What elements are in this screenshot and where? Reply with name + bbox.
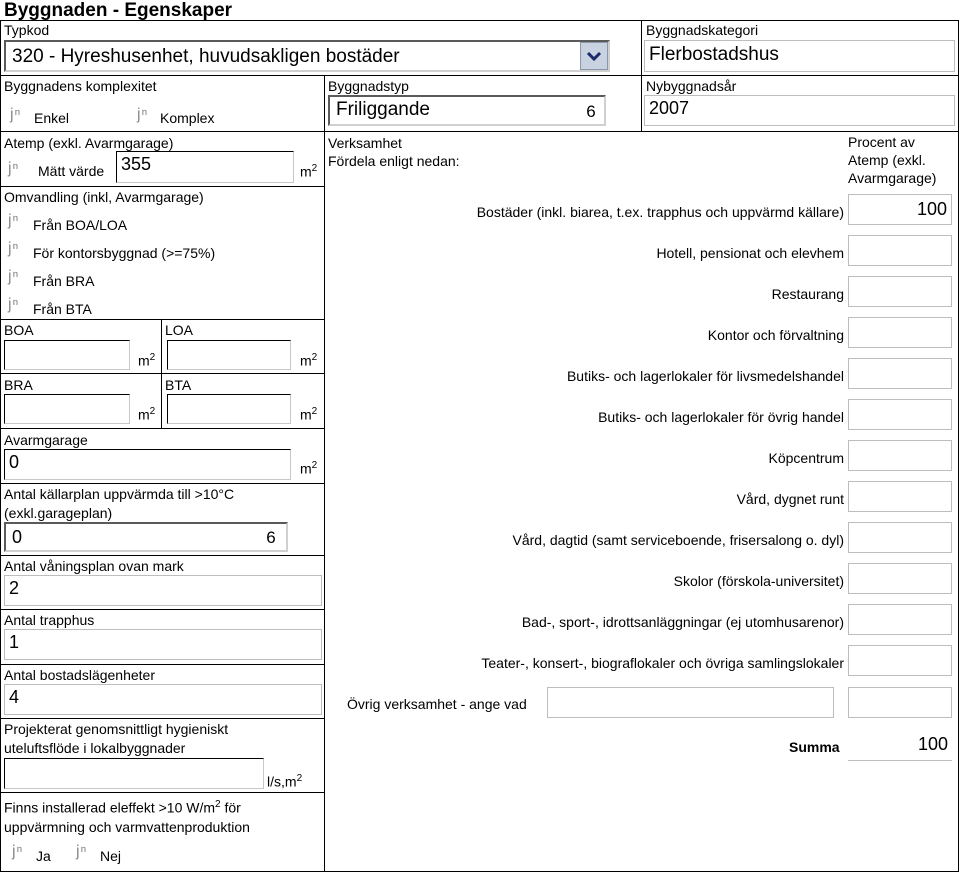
radio-icon: jⁿ — [137, 106, 149, 123]
radio-icon: jⁿ — [8, 240, 20, 257]
omvandling-option-1: Från BOA/LOA — [33, 217, 128, 233]
radio-icon: jⁿ — [12, 843, 24, 860]
komplexitet-label: Byggnadens komplexitet — [4, 78, 157, 94]
flode-unit: $l/s,m^2$ — [267, 773, 303, 790]
kategori-field: Flerbostadshus — [644, 40, 955, 72]
verksamhet-row-label: Butiks- och lagerlokaler för livsmedelshandel — [566, 368, 844, 384]
eleffekt-label: Finns installerad eleffekt >10 $W/m^2$ för uppvärmning och varmvattenproduktion — [4, 799, 250, 835]
percent-input[interactable] — [848, 317, 952, 348]
bta-unit: $m^2$ — [300, 406, 318, 423]
percent-input[interactable] — [848, 645, 952, 676]
radio-bta[interactable] — [8, 296, 19, 314]
verksamhet-row-label: Teater-, konsert-, biograflokaler och övriga samlingslokaler — [481, 655, 844, 671]
avarmgarage-unit: $m^2$ — [300, 460, 318, 477]
radio-icon: jⁿ — [8, 160, 20, 177]
typkod-label: Typkod — [4, 22, 50, 38]
summa-value: 100 — [848, 730, 952, 761]
avarmgarage-input[interactable]: 0 — [4, 449, 291, 480]
verksamhet-row-label: Restaurang — [771, 286, 844, 302]
radio-nej[interactable] — [76, 843, 87, 861]
atemp-input[interactable]: 355 — [116, 151, 294, 183]
omvandling-option-2: För kontorsbyggnad (>=75%) — [33, 245, 216, 261]
boa-input[interactable] — [4, 340, 130, 370]
radio-ja[interactable] — [12, 843, 23, 861]
loa-unit: $m^2$ — [300, 352, 318, 369]
radio-icon: jⁿ — [76, 843, 88, 860]
byggnadstyp-spin[interactable]: 6 — [586, 102, 596, 121]
ovrig-verksamhet-input[interactable] — [547, 687, 834, 718]
percent-input[interactable] — [848, 440, 952, 471]
page-title: Byggnaden - Egenskaper — [4, 0, 233, 21]
percent-input[interactable] — [848, 358, 952, 389]
radio-kontor[interactable] — [8, 240, 19, 258]
radio-matt-varde[interactable] — [8, 160, 19, 178]
kallarplan-select[interactable] — [4, 522, 288, 552]
byggnadstyp-select[interactable] — [328, 95, 606, 126]
bra-unit: $m^2$ — [138, 406, 156, 423]
radio-boa-loa[interactable] — [8, 212, 19, 230]
kallarplan-value: 0 — [12, 527, 23, 547]
vaningsplan-label: Antal våningsplan ovan mark — [4, 558, 184, 574]
verksamhet-row-label: Bad-, sport-, idrottsanläggningar (ej utomhusarenor) — [521, 614, 844, 630]
bta-label: BTA — [165, 377, 192, 393]
bra-input[interactable] — [4, 394, 130, 424]
radio-ja-label: Ja — [36, 848, 51, 864]
omvandling-label: Omvandling (inkl, Avarmgarage) — [4, 189, 204, 205]
bra-label: BRA — [4, 377, 33, 393]
vaningsplan-input[interactable]: 2 — [4, 575, 322, 606]
percent-input[interactable] — [848, 276, 952, 307]
omvandling-option-3: Från BRA — [33, 273, 95, 289]
radio-enkel[interactable] — [10, 106, 21, 124]
lagenheter-label: Antal bostadslägenheter — [4, 667, 155, 683]
atemp-label: Atemp (exkl. Avarmgarage) — [4, 135, 174, 151]
byggnadstyp-value: Friliggande — [336, 99, 430, 120]
typkod-value: 320 - Hyreshusenhet, huvudsakligen bostäder — [12, 46, 400, 67]
verksamhet-row-label: Butiks- och lagerlokaler för övrig handel — [598, 409, 844, 425]
flode-input[interactable] — [4, 758, 264, 789]
percent-input[interactable] — [848, 604, 952, 635]
radio-nej-label: Nej — [100, 848, 122, 864]
ovrig-percent-input[interactable] — [848, 687, 952, 718]
summa-label: Summa — [789, 739, 840, 755]
kallarplan-spin[interactable]: 6 — [266, 528, 276, 547]
verksamhet-row-label: Kontor och förvaltning — [707, 327, 844, 343]
lagenheter-input[interactable]: 4 — [4, 684, 322, 715]
percent-input[interactable] — [848, 399, 952, 430]
kategori-label: Byggnadskategori — [646, 22, 759, 38]
byggnadstyp-label: Byggnadstyp — [328, 78, 409, 94]
omvandling-option-4: Från BTA — [33, 301, 92, 317]
boa-unit: $m^2$ — [138, 352, 156, 369]
chevron-down-icon — [581, 43, 607, 69]
boa-label: BOA — [4, 322, 34, 338]
loa-label: LOA — [165, 322, 194, 338]
percent-input[interactable] — [848, 522, 952, 553]
radio-bra[interactable] — [8, 268, 19, 286]
flode-label: Projekterat genomsnittligt hygieniskt uteluftsflöde i lokalbyggnader — [4, 721, 229, 756]
atemp-unit: $m^2$ — [300, 163, 318, 180]
nybyggnadsar-label: Nybyggnadsår — [646, 78, 737, 94]
radio-icon: jⁿ — [8, 296, 20, 313]
ovrig-verksamhet-label: Övrig verksamhet - ange vad — [347, 696, 527, 712]
avarmgarage-label: Avarmgarage — [4, 432, 88, 448]
radio-komplex[interactable] — [137, 106, 148, 124]
percent-input[interactable] — [848, 481, 952, 512]
loa-input[interactable] — [167, 340, 291, 370]
radio-icon: jⁿ — [8, 212, 20, 229]
verksamhet-row-label: Vård, dagtid (samt serviceboende, frisersalong o. dyl) — [512, 532, 844, 548]
bta-input[interactable] — [167, 394, 291, 424]
trapphus-label: Antal trapphus — [4, 612, 95, 628]
trapphus-input[interactable]: 1 — [4, 629, 322, 660]
verksamhet-row-label: Vård, dygnet runt — [736, 491, 844, 507]
percent-header: Procent av Atemp (exkl. Avarmgarage) — [848, 134, 937, 186]
verksamhet-row-label: Bostäder (inkl. biarea, t.ex. trapphus och uppvärmd källare) — [476, 204, 844, 220]
radio-enkel-label: Enkel — [34, 110, 70, 126]
verksamhet-row-label: Hotell, pensionat och elevhem — [656, 245, 844, 261]
radio-icon: jⁿ — [10, 106, 22, 123]
typkod-select[interactable] — [4, 40, 610, 72]
percent-input[interactable] — [848, 563, 952, 594]
percent-input[interactable]: 100 — [848, 194, 952, 225]
verksamhet-label: Verksamhet — [328, 135, 402, 151]
typkod-dropdown-button[interactable] — [580, 42, 608, 70]
verksamhet-sublabel: Fördela enligt nedan: — [328, 153, 460, 169]
radio-icon: jⁿ — [8, 268, 20, 285]
radio-komplex-label: Komplex — [160, 110, 215, 126]
verksamhet-row-label: Skolor (förskola-universitet) — [673, 573, 844, 589]
nybyggnadsar-field[interactable]: 2007 — [644, 95, 955, 126]
kallarplan-label: Antal källarplan uppvärmda till >10°C (exkl.garageplan) — [4, 486, 235, 521]
verksamhet-row-label: Köpcentrum — [768, 450, 844, 466]
percent-input[interactable] — [848, 235, 952, 266]
matt-varde-label: Mätt värde — [38, 163, 105, 179]
